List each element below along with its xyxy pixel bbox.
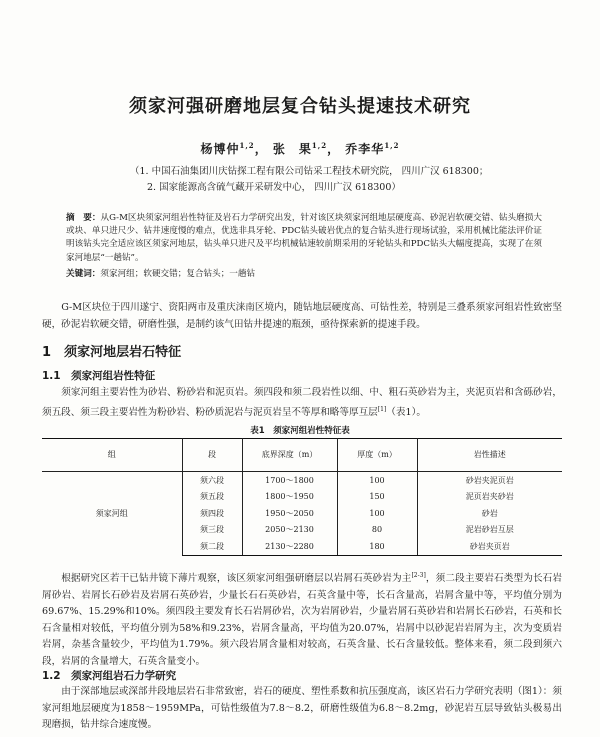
table-cell: 泥岩砂岩互层 xyxy=(417,522,562,539)
keywords xyxy=(66,268,542,281)
body-paragraph xyxy=(42,684,562,734)
author-list xyxy=(0,140,600,157)
keywords-label: 关键词： xyxy=(66,269,101,279)
paragraph-text: 由于深部地层或深部井段地层岩石非常致密，岩石的硬度、塑性系数和抗压强度高，该区岩石力学研究表明（图1）：须家河组地层硬度为1858～1959MPa，可钻性级值为7.8～8.2，研磨性级值为6.8～8.2mg，砂泥岩互层导致钻头极易出现磨损，钻井综合速度慢。 xyxy=(42,686,562,730)
table-cell: 砂岩夹泥页岩 xyxy=(417,472,562,489)
table-cell: 砂岩 xyxy=(417,505,562,522)
intro-paragraph xyxy=(42,300,562,333)
table-cell: 须四段 xyxy=(182,505,242,522)
table-cell: 泥页岩夹砂岩 xyxy=(417,489,562,506)
table-header-cell: 段 xyxy=(182,439,242,472)
keywords-text: 须家河组；软硬交错；复合钻头；一趟钻 xyxy=(100,269,256,279)
abstract xyxy=(66,212,542,265)
table-cell: 须五段 xyxy=(182,489,242,506)
table-cell: 须三段 xyxy=(182,522,242,539)
table-cell: 2050～2130 xyxy=(242,522,337,539)
table-cell: 1950～2050 xyxy=(242,505,337,522)
section-title: 须家河地层岩石特征 xyxy=(64,345,182,360)
table-header-cell: 厚度（m） xyxy=(337,439,417,472)
abstract-label: 摘 要： xyxy=(66,213,101,223)
paragraph-text: ，须二段主要岩石类型为长石岩屑砂岩、岩屑长石砂岩及岩屑石英砂岩，少量长石石英砂岩，石英含量中等，长石含量高，岩屑含量中等，平均值分别为69.67%、15.29%和10%。须四段主要发育长石岩屑砂岩，次为岩屑砂岩，少量岩屑石英砂岩和岩屑长石砂岩，石英和长石含量相对较低，平均值分别为58%和9.23%，岩屑含量高，平均值为20.07%，岩屑中以砂泥岩岩屑为主，次为变质岩岩屑，杂基含量较少，平均值为1.79%。须六段岩屑含量相对较高，石英含量、长石含量较低。整体来看，须二段到须六段，岩屑的含量增大，石英含量变小。 xyxy=(42,573,563,667)
lithology-table xyxy=(42,438,562,556)
intro-text: G-M区块位于四川遂宁、资阳两市及重庆涞南区境内，随钻地层硬度高、可钻性差，特别是三叠系须家河组岩性致密坚硬，砂泥岩软硬交错，研磨性强，是制约该气田钻井提速的瓶颈，亟待探索新的提速手段。 xyxy=(42,302,562,330)
table-cell: 100 xyxy=(337,472,417,489)
author-affiliation-sup: 1,2 xyxy=(239,141,255,150)
table-cell: 150 xyxy=(337,489,417,506)
table-header-row xyxy=(42,439,562,472)
citation-ref: [1] xyxy=(377,405,387,413)
table-header-cell: 组 xyxy=(42,439,182,472)
table-header-cell: 底界深度（m） xyxy=(242,439,337,472)
table-cell: 须六段 xyxy=(182,472,242,489)
subsection-heading xyxy=(42,668,176,683)
table-cell: 180 xyxy=(337,538,417,555)
table-cell: 80 xyxy=(337,522,417,539)
section-number: 1 xyxy=(42,345,52,360)
section-heading xyxy=(42,341,181,360)
subsection-heading xyxy=(42,368,155,383)
paragraph-text: （表1）。 xyxy=(386,406,426,418)
table-cell-group: 须家河组 xyxy=(95,509,128,518)
table-row xyxy=(42,472,562,489)
paper-title: 须家河强研磨地层复合钻头提速技术研究 xyxy=(129,96,471,117)
author-affiliation-sup: 1,2 xyxy=(384,141,400,150)
author-separator: ， xyxy=(254,142,268,156)
author-name: 张 果 xyxy=(272,142,312,156)
subsection-title: 须家河组岩性特征 xyxy=(71,370,156,382)
author-affiliation-sup: 1,2 xyxy=(311,141,328,150)
table-cell: 2130～2280 xyxy=(242,538,337,555)
table-cell: 须二段 xyxy=(182,538,242,555)
abstract-text: 从G-M区块须家河组岩性特征及岩石力学研究出发，针对该区块须家河组地层硬度高、砂泥岩软硬交错、钻头磨损大或块、单只进尺少、钻井速度慢的难点，优选非具牙轮、PDC钻头破岩优点的复合钻头进行现场试验，采用机械比能法评价证明该钻头完全适应该区须家河地层，钻头单只进尺及平均机械钻速较前期采用的牙轮钻头和PDC钻头大幅度提高，实现了在须家河地层“一趟钻”。 xyxy=(66,213,542,263)
table-caption: 表1 须家河组岩性特征表 xyxy=(250,426,350,436)
author-name: 乔李华 xyxy=(345,142,385,156)
table-cell: 砂岩夹页岩 xyxy=(417,538,562,555)
subsection-number: 1.2 xyxy=(42,670,61,682)
affiliation-line: 2. 国家能源高含硫气藏开采研发中心， 四川广汉 618300） xyxy=(147,182,401,193)
author-name: 杨博仲 xyxy=(200,142,240,156)
subsection-number: 1.1 xyxy=(42,370,61,382)
body-paragraph xyxy=(42,385,562,421)
table-cell: 1800～1950 xyxy=(242,489,337,506)
table-cell: 100 xyxy=(337,505,417,522)
subsection-title: 须家河组岩石力学研究 xyxy=(71,670,177,682)
table-cell: 1700～1800 xyxy=(242,472,337,489)
author-separator: ， xyxy=(327,142,341,156)
table-header-cell: 岩性描述 xyxy=(417,439,562,472)
paragraph-text: 须家河组主要岩性为砂岩、粉砂岩和泥页岩。须四段和须二段岩性以细、中、粗石英砂岩为主，夹泥页岩和含砾砂岩，须五段、须三段主要岩性为粉砂岩、粉砂质泥岩与泥页岩呈不等厚和略等厚互层 xyxy=(42,387,562,418)
body-paragraph xyxy=(42,568,562,670)
paragraph-text: 根据研究区若干已钻井镜下薄片观察，该区须家河组强研磨层以岩屑石英砂岩为主 xyxy=(61,573,412,585)
citation-ref: [2-3] xyxy=(411,572,426,579)
affiliation-line: （1. 中国石油集团川庆钻探工程有限公司钻采工程技术研究院， 四川广汉 618300； xyxy=(130,166,489,177)
